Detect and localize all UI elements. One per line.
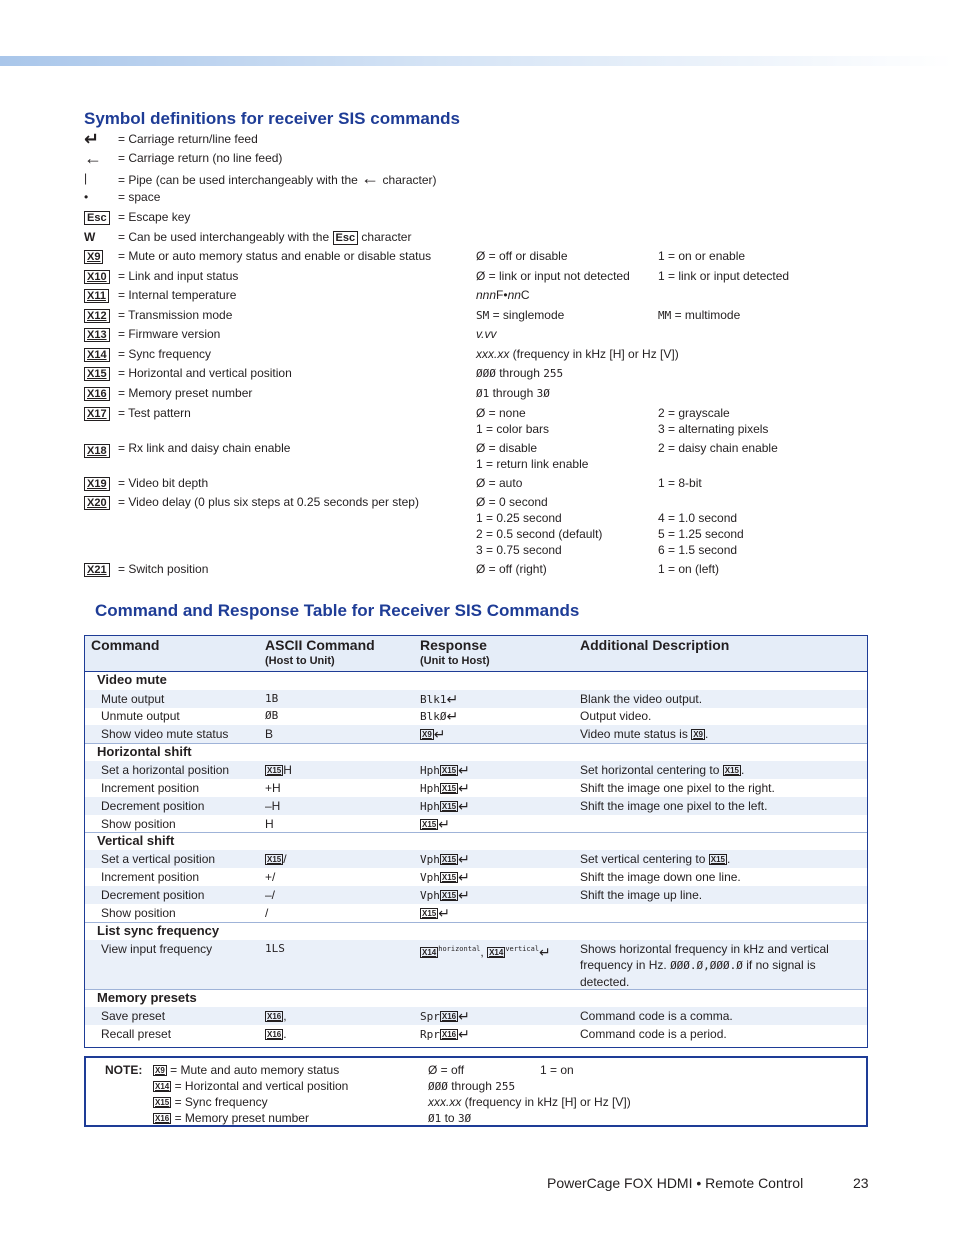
carriage-return-icon: ↵ bbox=[433, 726, 446, 742]
symbol-row-x21: X21 = Switch position Ø = off (right) 1 = on (left) bbox=[0, 561, 954, 579]
variable-x19: X19 bbox=[84, 477, 110, 491]
symbol-definitions-title: Symbol definitions for receiver SIS commands bbox=[84, 109, 460, 128]
note-row: X16 = Memory preset number Ø1 to 3Ø bbox=[155, 1111, 472, 1125]
variable-x17: X17 bbox=[84, 407, 110, 421]
left-arrow-icon: ← bbox=[84, 148, 102, 168]
group-horizontal-shift: Horizontal shift bbox=[85, 743, 867, 762]
symbol-row-w: W = Can be used interchangeably with the Esc character bbox=[84, 230, 412, 244]
table-row: Set a horizontal position X15 H Hph X15 ↵ Set horizontal centering to X15 . bbox=[85, 761, 867, 779]
symbol-row-x15: X15 = Horizontal and vertical position ØØØ through 255 bbox=[0, 365, 954, 383]
table-row: Show position H X15 ↵ bbox=[101, 816, 450, 832]
variable-x12: X12 bbox=[84, 309, 110, 323]
symbol-row-x20: X20 = Video delay (0 plus six steps at 0.25 seconds per step) Ø = 0 second 1 = 0.25 second 2 = 0.5 second (default) 3 = 0.75 second 4 = 1.0 second 5 = 1.25 second 6 = 1.5 second bbox=[0, 494, 954, 560]
carriage-return-icon: ↵ bbox=[458, 1026, 470, 1042]
symbol-row-x16: X16 = Memory preset number Ø1 through 3Ø bbox=[0, 385, 954, 403]
note-row: X14 = Horizontal and vertical position ØØØ through 255 bbox=[155, 1079, 516, 1093]
table-row: Mute output 1B Blk1↵ Blank the video output. bbox=[85, 690, 867, 708]
table-row: Show video mute status B X9 ↵ Video mute status is X9 . bbox=[85, 725, 867, 743]
page-number: 23 bbox=[853, 1175, 869, 1191]
carriage-return-icon: ↵ bbox=[446, 691, 459, 707]
symbol-row-x18: X18 = Rx link and daisy chain enable Ø = disable 1 = return link enable 2 = daisy chain enable bbox=[0, 440, 954, 474]
esc-key-symbol: Esc bbox=[84, 211, 110, 225]
variable-x18: X18 bbox=[84, 444, 110, 458]
group-memory-presets: Memory presets bbox=[85, 989, 867, 1008]
table-row: View input frequency 1LS X14 $^{horizontal}$, X14 $^{vertical}$↵ Shows horizontal frequency in kHz and vertical frequency in Hz. ØØØ.Ø,ØØØ.Ø if no signal is detected. bbox=[85, 940, 867, 990]
symbol-row-x13: X13 = Firmware version v.vv bbox=[0, 326, 954, 344]
variable-x15: X15 bbox=[84, 367, 110, 381]
symbol-row-space: • = space bbox=[84, 190, 161, 204]
left-arrow-icon: ← bbox=[361, 168, 380, 188]
table-row: Show position / X15 ↵ bbox=[101, 905, 450, 921]
table-row: Set a vertical position X15 / Vph X15 ↵ Set vertical centering to X15 . bbox=[85, 850, 867, 868]
variable-x10: X10 bbox=[84, 270, 110, 284]
symbol-row-x17: X17 = Test pattern Ø = none 1 = color bars 2 = grayscale 3 = alternating pixels bbox=[0, 405, 954, 439]
symbol-row-x11: X11 = Internal temperature nnnF•nnC bbox=[0, 287, 954, 305]
variable-x14: X14 bbox=[84, 348, 110, 362]
carriage-return-icon: ↵ bbox=[539, 944, 551, 960]
esc-key-symbol: Esc bbox=[333, 231, 359, 245]
variable-x16: X16 bbox=[84, 387, 110, 401]
carriage-return-icon: ↵ bbox=[438, 905, 450, 921]
carriage-return-icon: ↵ bbox=[458, 869, 470, 885]
variable-x20: X20 bbox=[84, 496, 110, 510]
carriage-return-icon: ↵ bbox=[446, 708, 459, 724]
command-response-table bbox=[84, 635, 868, 1048]
command-table-title: Command and Response Table for Receiver SIS Commands bbox=[95, 601, 580, 620]
symbol-row-x9: X9 = Mute or auto memory status and enable or disable status Ø = off or disable 1 = on or enable bbox=[0, 248, 954, 266]
carriage-return-icon: ↵ bbox=[458, 851, 470, 867]
table-row: Increment position +/ Vph X15 ↵ Shift the image down one line. bbox=[101, 869, 741, 885]
symbol-row-esc: Esc = Escape key bbox=[0, 209, 954, 227]
table-header: Command ASCII Command (Host to Unit) Response (Unit to Host) Additional Description bbox=[85, 636, 867, 672]
carriage-return-icon: ↵ bbox=[84, 129, 100, 149]
table-row: Decrement position –/ Vph X15 ↵ Shift the image up line. bbox=[85, 886, 867, 904]
symbol-row-x14: X14 = Sync frequency xxx.xx (frequency in kHz [H] or Hz [V]) bbox=[0, 346, 954, 364]
group-list-sync-frequency: List sync frequency bbox=[85, 922, 867, 941]
symbol-row-x12: X12 = Transmission mode SM = singlemode MM = multimode bbox=[0, 307, 954, 325]
note-box: NOTE: X9 = Mute and auto memory status Ø = off 1 = on X14 = Horizontal and vertical position ØØØ through 255 X15 = Sync frequency xxx.xx (frequency in kHz [H] or Hz [V]) X16 = Memory preset number Ø1 to 3Ø bbox=[84, 1056, 868, 1127]
variable-x11: X11 bbox=[84, 289, 109, 303]
carriage-return-icon: ↵ bbox=[458, 1008, 470, 1024]
symbol-row-x10: X10 = Link and input status Ø = link or input not detected 1 = link or input detected bbox=[0, 268, 954, 286]
carriage-return-icon: ↵ bbox=[458, 780, 470, 796]
group-video-mute: Video mute bbox=[97, 672, 167, 687]
table-row: Recall preset X16 . Rpr X16 ↵ Command code is a period. bbox=[101, 1026, 727, 1042]
table-row: Save preset X16 , Spr X16 ↵ Command code is a comma. bbox=[85, 1007, 867, 1025]
top-accent-bar bbox=[0, 56, 954, 66]
carriage-return-icon: ↵ bbox=[458, 887, 470, 903]
group-vertical-shift: Vertical shift bbox=[85, 832, 867, 851]
variable-x9: X9 bbox=[84, 250, 103, 264]
carriage-return-icon: ↵ bbox=[438, 816, 450, 832]
symbol-row-x19: X19 = Video bit depth Ø = auto 1 = 8-bit bbox=[0, 475, 954, 493]
note-row: X15 = Sync frequency xxx.xx (frequency in kHz [H] or Hz [V]) bbox=[155, 1095, 631, 1109]
footer-title: PowerCage FOX HDMI • Remote Control bbox=[547, 1175, 804, 1191]
variable-x13: X13 bbox=[84, 328, 110, 342]
symbol-row-pipe: | = Pipe (can be used interchangeably with the ← character) bbox=[84, 168, 437, 188]
note-row: X9 = Mute and auto memory status Ø = off 1 = on bbox=[155, 1063, 574, 1077]
variable-x21: X21 bbox=[84, 563, 110, 577]
table-row: Unmute output ØB BlkØ↵ Output video. bbox=[101, 708, 652, 724]
carriage-return-icon: ↵ bbox=[458, 798, 470, 814]
carriage-return-icon: ↵ bbox=[458, 762, 470, 778]
symbol-row-cr: ← = Carriage return (no line feed) bbox=[84, 148, 283, 168]
symbol-row-crlf: ↵ = Carriage return/line feed bbox=[84, 129, 258, 149]
table-row: Decrement position –H Hph X15 ↵ Shift the image one pixel to the left. bbox=[85, 797, 867, 815]
table-row: Increment position +H Hph X15 ↵ Shift the image one pixel to the right. bbox=[101, 780, 775, 796]
